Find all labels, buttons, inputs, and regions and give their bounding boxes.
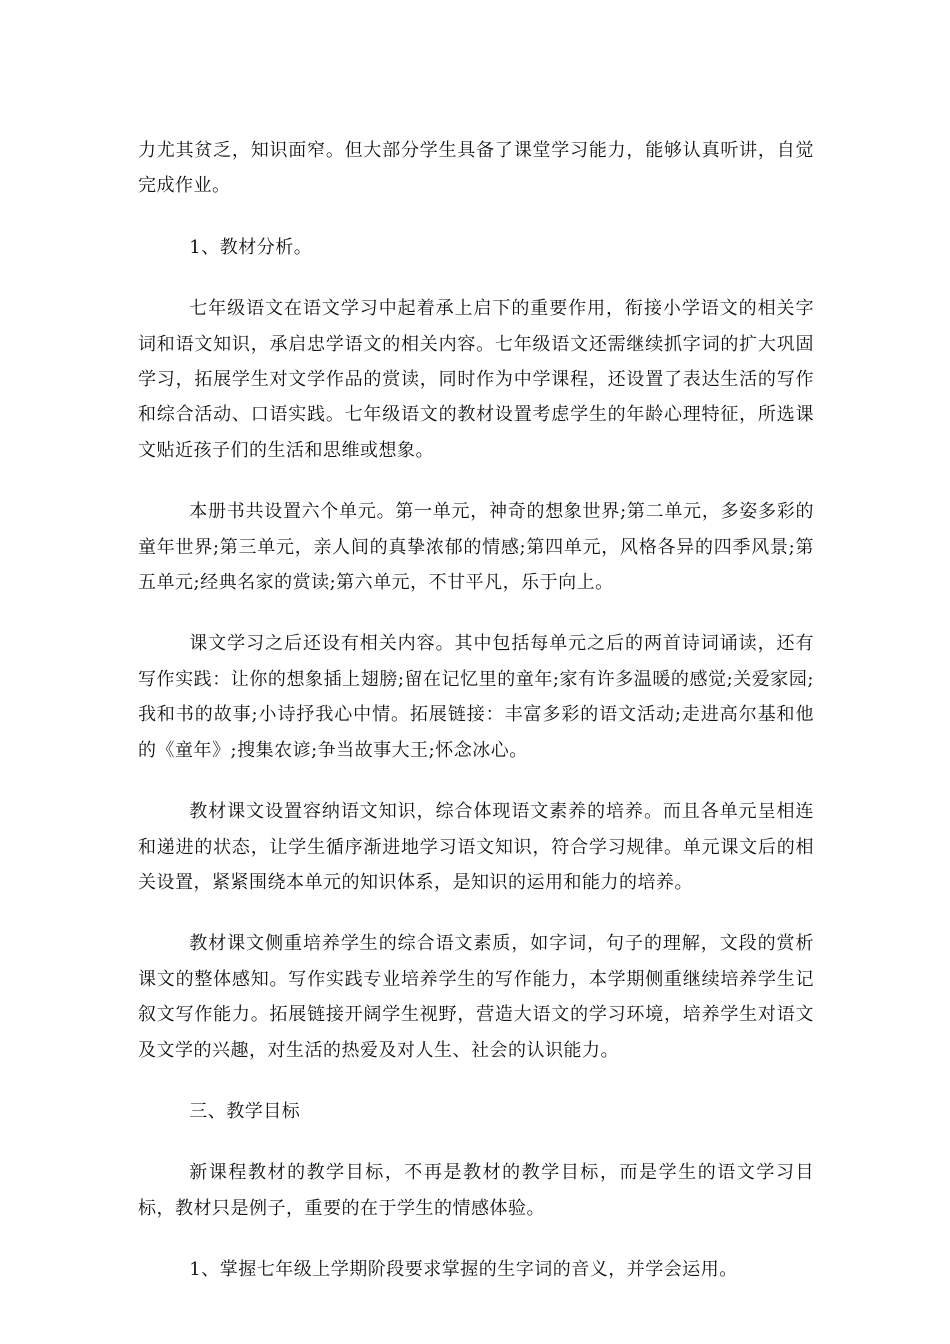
paragraph-1: 力尤其贫乏，知识面窄。但大部分学生具备了课堂学习能力，能够认真听讲，自觉完成作业。 — [138, 140, 814, 197]
paragraph-10: 1、掌握七年级上学期阶段要求掌握的生字词的音义，并学会运用。 — [189, 1259, 738, 1281]
section-heading-textbook-analysis: 1、教材分析。 — [189, 236, 313, 258]
paragraph-7: 教材课文侧重培养学生的综合语文素质，如字词，句子的理解，文段的赏析课文的整体感知。写作实践专业培养学生的写作能力，本学期侧重继续培养学生记叙文写作能力。拓展链接开阔学生视野，营造大语文的学习环境，培养学生对语文及文学的兴趣，对生活的热爱及对人生、社会的认识能力。 — [138, 933, 814, 1061]
paragraph-3: 七年级语文在语文学习中起着承上启下的重要作用，衔接小学语文的相关字词和语文知识，承启忠学语文的相关内容。七年级语文还需继续抓字词的扩大巩固学习，拓展学生对文学作品的赏读，同时作为中学课程，还设置了表达生活的写作和综合活动、口语实践。七年级语文的教材设置考虑学生的年龄心理特征，所选课文贴近孩子们的生活和思维或想象。 — [138, 298, 814, 461]
paragraph-4: 本册书共设置六个单元。第一单元，神奇的想象世界;第二单元，多姿多彩的童年世界;第三单元，亲人间的真挚浓郁的情感;第四单元，风格各异的四季风景;第五单元;经典名家的赏读;第六单元，不甘平凡，乐于向上。 — [138, 501, 814, 594]
paragraph-6: 教材课文设置容纳语文知识，综合体现语文素养的培养。而且各单元呈相连和递进的状态，让学生循序渐进地学习语文知识，符合学习规律。单元课文后的相关设置，紧紧围绕本单元的知识体系，是知识的运用和能力的培养。 — [138, 801, 814, 893]
document-body — [138, 133, 814, 1314]
paragraph-5: 课文学习之后还设有相关内容。其中包括每单元之后的两首诗词诵读，还有写作实践：让你的想象插上翅膀;留在记忆里的童年;家有许多温暖的感觉;关爱家园;我和书的故事;小诗抒我心中情。拓展链接：丰富多彩的语文活动;走进高尔基和他的《童年》;搜集农谚;争当故事大王;怀念冰心。 — [138, 633, 814, 761]
section-heading-teaching-goals: 三、教学目标 — [189, 1100, 301, 1122]
paragraph-9: 新课程教材的教学目标，不再是教材的教学目标，而是学生的语文学习目标，教材只是例子，重要的在于学生的情感体验。 — [138, 1162, 814, 1219]
